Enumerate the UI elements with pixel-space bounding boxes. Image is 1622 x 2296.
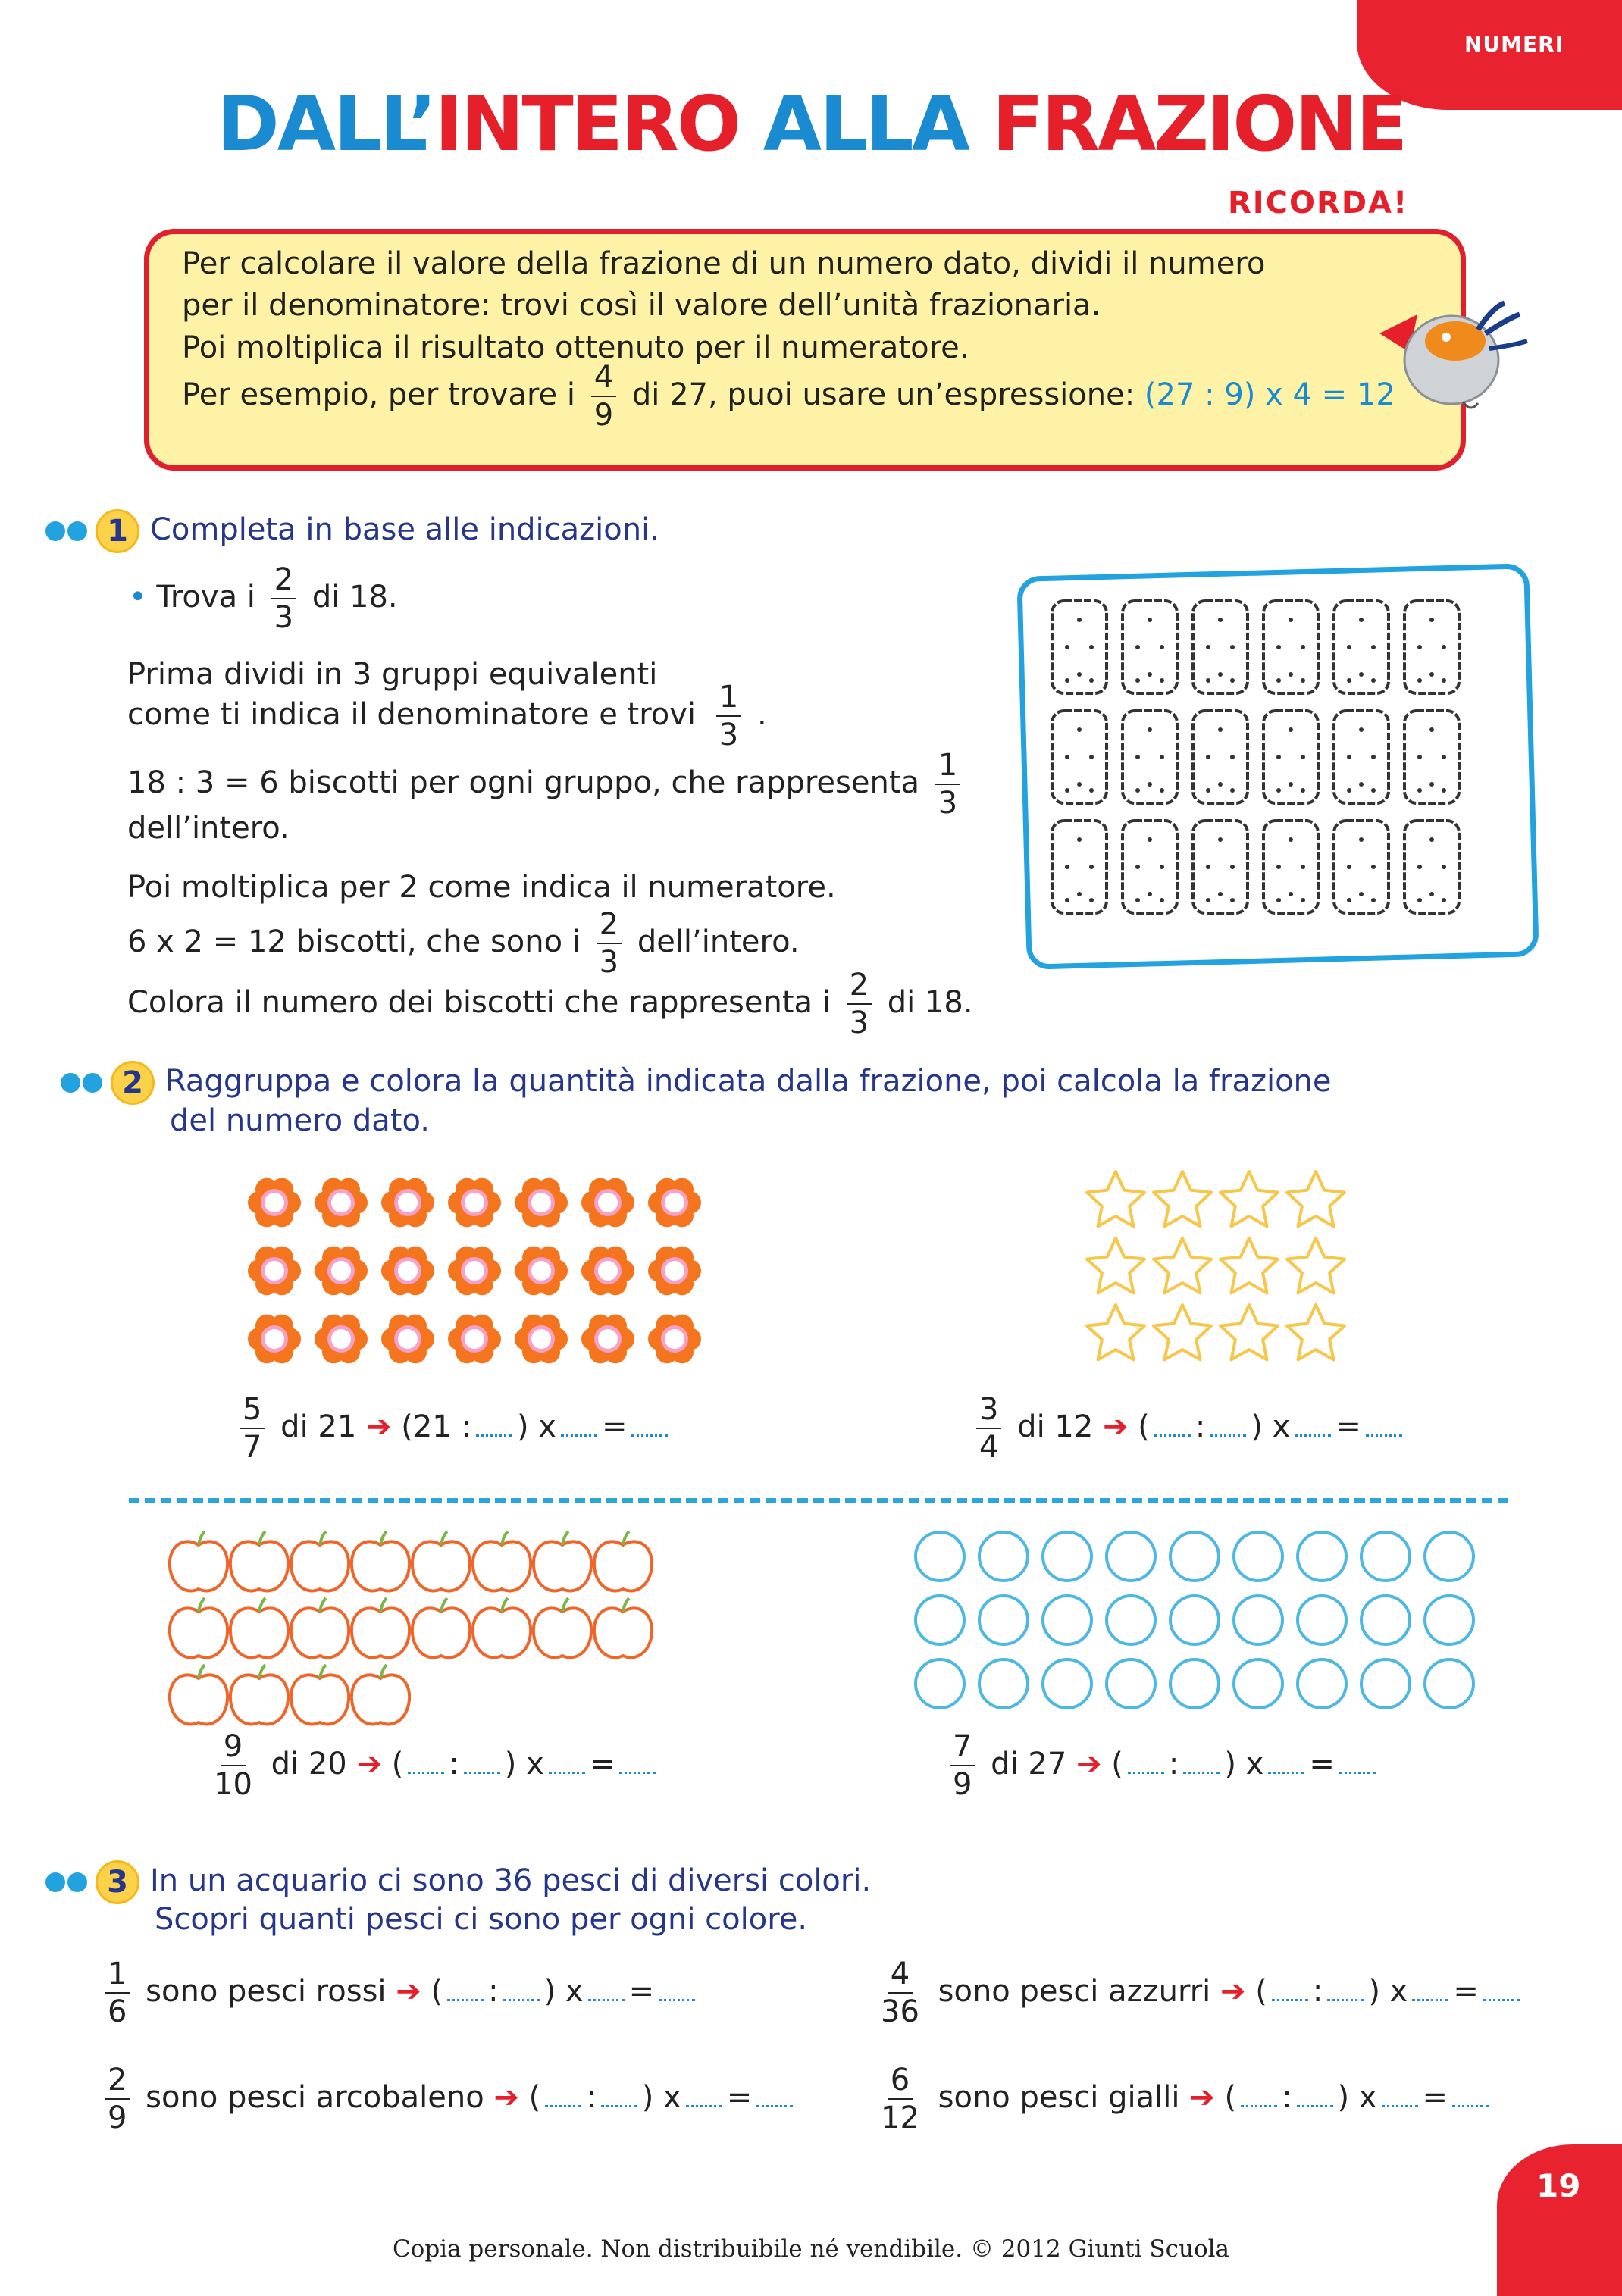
ex2-formula-3: $\frac{9}{10}$ di 20 ➔ ( : ) x = <box>205 1731 660 1800</box>
cookie-item[interactable] <box>1404 711 1459 803</box>
circle-item[interactable] <box>1043 1596 1091 1644</box>
footer-copyright: Copia personale. Non distribuibile né vendibile. © 2012 Giunti Scuola <box>392 2235 1230 2263</box>
ex1-line-4: dell’intero. <box>127 811 290 846</box>
answer-blank[interactable] <box>1366 1421 1402 1437</box>
circle-item[interactable] <box>916 1596 964 1644</box>
flower-item[interactable] <box>315 1247 368 1296</box>
arrow-icon: ➔ <box>356 1747 382 1781</box>
star-item[interactable] <box>1287 1305 1345 1359</box>
exercise-number-badge: 3 <box>96 1860 139 1904</box>
exercise-2-header <box>59 1061 1332 1105</box>
rule-line-1: Per calcolare il valore della frazione di un numero dato, dividi il numero <box>182 246 1266 281</box>
apple-item[interactable] <box>534 1531 591 1591</box>
circle-item[interactable] <box>979 1659 1028 1708</box>
flower-item[interactable] <box>448 1315 501 1364</box>
circle-item[interactable] <box>1361 1659 1410 1708</box>
answer-blank[interactable] <box>1452 2091 1489 2107</box>
cookie-item[interactable] <box>1334 601 1389 693</box>
cookie-item[interactable] <box>1263 821 1318 913</box>
star-grid[interactable] <box>1084 1167 1357 1383</box>
cookie-item[interactable] <box>1263 601 1318 693</box>
circle-item[interactable] <box>1170 1659 1219 1708</box>
exercise-2-title-line-1: Raggruppa e colora la quantità indicata dalla frazione, poi calcola la frazione <box>165 1064 1332 1099</box>
ex1-line-6: 6 x 2 = 12 biscotti, che sono i $\frac{2}{3}$ dell’intero. <box>127 907 800 980</box>
answer-blank[interactable] <box>447 1985 484 2001</box>
circle-item[interactable] <box>1298 1596 1346 1644</box>
ex1-line-2: come ti indica il denominatore e trovi $\frac{1}{3}$ . <box>127 680 767 752</box>
apple-item[interactable] <box>352 1531 409 1591</box>
ex3-formula-1: $\frac{1}{6}$ sono pesci rossi ➔ ( : ) x = <box>99 1959 700 2027</box>
cookie-item[interactable] <box>1404 821 1459 913</box>
answer-blank[interactable] <box>1241 2091 1277 2107</box>
flower-grid[interactable] <box>243 1171 712 1383</box>
ex2-formula-4: $\frac{7}{9}$ di 27 ➔ ( : ) x = <box>944 1731 1380 1800</box>
answer-blank[interactable] <box>1327 1985 1364 2001</box>
answer-blank[interactable] <box>631 1421 668 1437</box>
flower-item[interactable] <box>581 1178 634 1228</box>
cookie-item[interactable] <box>1123 821 1177 913</box>
ex1-line-3: 18 : 3 = 6 biscotti per ogni gruppo, che rappresenta $\frac{1}{3}$ <box>127 750 966 818</box>
circle-item[interactable] <box>979 1532 1028 1581</box>
arrow-icon: ➔ <box>1189 2080 1215 2115</box>
ex3-formula-4: $\frac{6}{12}$ sono pesci gialli ➔ ( : ) x = <box>872 2065 1493 2133</box>
page-number: 19 <box>1536 2167 1581 2204</box>
answer-blank[interactable] <box>549 1758 585 1774</box>
cookie-grid[interactable] <box>1046 595 1501 928</box>
flower-item[interactable] <box>248 1247 301 1296</box>
flower-item[interactable] <box>648 1178 701 1228</box>
fraction: $\frac{4}{9}$ <box>591 362 616 430</box>
ex3-formula-3: $\frac{2}{9}$ sono pesci arcobaleno ➔ ( : ) x = <box>99 2065 797 2133</box>
page-title <box>0 80 1622 168</box>
arrow-icon: ➔ <box>493 2080 519 2115</box>
apple-item[interactable] <box>412 1531 470 1591</box>
apple-item[interactable] <box>352 1598 409 1657</box>
circle-item[interactable] <box>1425 1659 1473 1708</box>
answer-blank[interactable] <box>408 1758 444 1774</box>
fraction: $\frac{1}{6}$ <box>105 1959 130 2027</box>
circle-item[interactable] <box>1234 1659 1282 1708</box>
answer-blank[interactable] <box>1272 1985 1308 2001</box>
flower-item[interactable] <box>248 1178 301 1228</box>
cookie-item[interactable] <box>1193 711 1248 803</box>
fraction: $\frac{2}{3}$ <box>597 909 622 978</box>
section-tab-label: NUMERI <box>1464 32 1564 57</box>
star-item[interactable] <box>1154 1305 1211 1359</box>
flower-item[interactable] <box>648 1247 701 1296</box>
apple-item[interactable] <box>594 1531 652 1591</box>
apple-item[interactable] <box>473 1598 531 1657</box>
flower-item[interactable] <box>315 1178 368 1228</box>
star-item[interactable] <box>1287 1238 1345 1293</box>
answer-blank[interactable] <box>1339 1758 1376 1774</box>
answer-blank[interactable] <box>1128 1758 1164 1774</box>
ex1-line-1: Prima dividi in 3 gruppi equivalenti <box>127 657 658 692</box>
apple-item[interactable] <box>473 1531 531 1591</box>
rule-line-4: Per esempio, per trovare i $\frac{4}{9}$ di 27, puoi usare un’espressione: (27 : 9) x 4 = 12 <box>182 360 1395 433</box>
fraction: $\frac{3}{4}$ <box>976 1394 1001 1462</box>
arrow-icon: ➔ <box>396 1974 421 2009</box>
answer-blank[interactable] <box>1154 1421 1191 1437</box>
star-item[interactable] <box>1287 1171 1345 1226</box>
apple-grid[interactable] <box>167 1527 712 1731</box>
star-item[interactable] <box>1154 1238 1211 1293</box>
circle-item[interactable] <box>1298 1659 1346 1708</box>
circle-grid[interactable] <box>902 1523 1493 1720</box>
flower-item[interactable] <box>381 1315 434 1364</box>
cookie-item[interactable] <box>1193 821 1248 913</box>
ex2-formula-2: $\frac{3}{4}$ di 12 ➔ ( : ) x = <box>970 1394 1407 1462</box>
answer-blank[interactable] <box>1210 1421 1246 1437</box>
exercise-2-title-line-2: del numero dato. <box>170 1103 430 1138</box>
apple-item[interactable] <box>291 1665 349 1724</box>
rule-line-3: Poi moltiplica il risultato ottenuto per il numeratore. <box>182 330 969 365</box>
fraction: $\frac{6}{12}$ <box>881 2063 919 2135</box>
fraction: $\frac{1}{3}$ <box>935 750 960 818</box>
mascot-bird-icon <box>1364 288 1546 417</box>
flower-item[interactable] <box>581 1315 634 1364</box>
answer-blank[interactable] <box>1412 1985 1448 2001</box>
level-dots-icon <box>59 1070 105 1096</box>
flower-item[interactable] <box>448 1178 501 1228</box>
fraction: $\frac{7}{9}$ <box>950 1731 975 1800</box>
circle-item[interactable] <box>1234 1532 1282 1581</box>
answer-blank[interactable] <box>756 2091 793 2107</box>
apple-item[interactable] <box>412 1598 470 1657</box>
apple-item[interactable] <box>534 1598 591 1657</box>
cookie-item[interactable] <box>1334 711 1389 803</box>
circle-item[interactable] <box>1107 1532 1155 1581</box>
ricorda-label: RICORDA! <box>1228 186 1409 221</box>
circle-item[interactable] <box>1107 1659 1155 1708</box>
cookie-item[interactable] <box>1052 601 1107 693</box>
arrow-icon: ➔ <box>1220 1974 1246 2009</box>
circle-item[interactable] <box>1425 1532 1473 1581</box>
title-part3: ALLA <box>762 80 992 168</box>
star-item[interactable] <box>1087 1238 1144 1293</box>
cookie-item[interactable] <box>1334 821 1389 913</box>
circle-item[interactable] <box>1361 1532 1410 1581</box>
flower-item[interactable] <box>648 1315 701 1364</box>
flower-item[interactable] <box>381 1247 434 1296</box>
level-dots-icon <box>44 1869 89 1895</box>
flower-item[interactable] <box>448 1247 501 1296</box>
answer-blank[interactable] <box>503 1985 540 2001</box>
answer-blank[interactable] <box>545 2091 581 2107</box>
ex1-line-7: Colora il numero dei biscotti che rappresenta i $\frac{2}{3}$ di 18. <box>127 968 973 1040</box>
ex1-bullet: • Trova i $\frac{2}{3}$ di 18. <box>129 562 398 635</box>
apple-item[interactable] <box>170 1598 227 1657</box>
circle-item[interactable] <box>1234 1596 1282 1644</box>
cookie-item[interactable] <box>1052 711 1107 803</box>
flower-item[interactable] <box>515 1315 568 1364</box>
star-item[interactable] <box>1087 1305 1144 1359</box>
page-number-tab <box>1497 2144 1622 2296</box>
apple-item[interactable] <box>594 1598 652 1657</box>
answer-blank[interactable] <box>588 1985 625 2001</box>
cookie-item[interactable] <box>1123 601 1177 693</box>
exercise-3-title-line-2: Scopri quanti pesci ci sono per ogni colore. <box>155 1902 808 1937</box>
title-part4: FRAZIONE <box>991 80 1406 168</box>
circle-item[interactable] <box>1361 1596 1410 1644</box>
exercise-1-header <box>44 509 659 553</box>
cookie-item[interactable] <box>1052 821 1107 913</box>
exercise-1-title: Completa in base alle indicazioni. <box>150 512 659 547</box>
circle-item[interactable] <box>1107 1596 1155 1644</box>
exercise-number-badge: 1 <box>96 509 139 553</box>
flower-item[interactable] <box>515 1178 568 1228</box>
cookie-item[interactable] <box>1123 711 1177 803</box>
exercise-3-header <box>44 1860 871 1904</box>
arrow-icon: ➔ <box>1103 1409 1129 1444</box>
section-divider <box>129 1498 1508 1503</box>
title-part1: DALL’ <box>216 80 435 168</box>
circle-item[interactable] <box>1425 1596 1473 1644</box>
circle-item[interactable] <box>916 1659 964 1708</box>
apple-item[interactable] <box>230 1665 288 1724</box>
exercise-number-badge: 2 <box>111 1061 155 1105</box>
title-part2: INTERO <box>434 80 763 168</box>
answer-blank[interactable] <box>686 2091 722 2107</box>
rule-example-expression: (27 : 9) x 4 = 12 <box>1144 377 1395 412</box>
flower-item[interactable] <box>581 1247 634 1296</box>
arrow-icon: ➔ <box>1076 1747 1102 1781</box>
arrow-icon: ➔ <box>366 1409 392 1444</box>
fraction: $\frac{9}{10}$ <box>214 1729 252 1802</box>
answer-blank[interactable] <box>464 1758 500 1774</box>
rule-line-2: per il denominatore: trovi così il valore dell’unità frazionaria. <box>182 288 1101 323</box>
answer-blank[interactable] <box>601 2091 637 2107</box>
ex1-line-5: Poi moltiplica per 2 come indica il numeratore. <box>127 870 836 905</box>
circle-item[interactable] <box>1043 1532 1091 1581</box>
star-item[interactable] <box>1220 1171 1278 1226</box>
ex2-formula-1: $\frac{5}{7}$ di 21 ➔ (21 : ) x = <box>233 1394 672 1462</box>
answer-blank[interactable] <box>619 1758 656 1774</box>
circle-item[interactable] <box>1170 1532 1219 1581</box>
flower-item[interactable] <box>381 1178 434 1228</box>
apple-item[interactable] <box>230 1598 288 1657</box>
star-item[interactable] <box>1154 1171 1211 1226</box>
flower-item[interactable] <box>315 1315 368 1364</box>
star-item[interactable] <box>1220 1238 1278 1293</box>
answer-blank[interactable] <box>1382 2091 1418 2107</box>
fraction: $\frac{2}{3}$ <box>847 970 872 1038</box>
exercise-3-title-line-1: In un acquario ci sono 36 pesci di diversi colori. <box>150 1863 872 1898</box>
answer-blank[interactable] <box>1483 1985 1520 2001</box>
answer-blank[interactable] <box>1183 1758 1220 1774</box>
apple-item[interactable] <box>291 1598 349 1657</box>
circle-item[interactable] <box>1298 1532 1346 1581</box>
answer-blank[interactable] <box>476 1421 512 1437</box>
answer-blank[interactable] <box>561 1421 597 1437</box>
cookie-item[interactable] <box>1263 711 1318 803</box>
fraction: $\frac{2}{3}$ <box>271 565 296 633</box>
apple-item[interactable] <box>291 1531 349 1591</box>
circle-item[interactable] <box>979 1596 1028 1644</box>
fraction: $\frac{4}{36}$ <box>881 1957 919 2029</box>
fraction: $\frac{1}{3}$ <box>716 682 741 750</box>
answer-blank[interactable] <box>659 1985 695 2001</box>
flower-item[interactable] <box>248 1315 301 1364</box>
answer-blank[interactable] <box>1297 2091 1333 2107</box>
answer-blank[interactable] <box>1268 1758 1304 1774</box>
ex3-formula-2: $\frac{4}{36}$ sono pesci azzurri ➔ ( : ) x = <box>872 1959 1524 2027</box>
fraction: $\frac{2}{9}$ <box>105 2065 130 2133</box>
star-item[interactable] <box>1220 1305 1278 1359</box>
apple-item[interactable] <box>170 1531 227 1591</box>
circle-item[interactable] <box>916 1532 964 1581</box>
cookie-item[interactable] <box>1404 601 1459 693</box>
circle-item[interactable] <box>1043 1659 1091 1708</box>
answer-blank[interactable] <box>1295 1421 1331 1437</box>
circle-item[interactable] <box>1170 1596 1219 1644</box>
apple-item[interactable] <box>170 1665 227 1724</box>
apple-item[interactable] <box>352 1665 409 1724</box>
flower-item[interactable] <box>515 1247 568 1296</box>
cookie-item[interactable] <box>1193 601 1248 693</box>
fraction: $\frac{5}{7}$ <box>240 1394 265 1462</box>
star-item[interactable] <box>1087 1171 1144 1226</box>
apple-item[interactable] <box>230 1531 288 1591</box>
level-dots-icon <box>44 518 89 544</box>
